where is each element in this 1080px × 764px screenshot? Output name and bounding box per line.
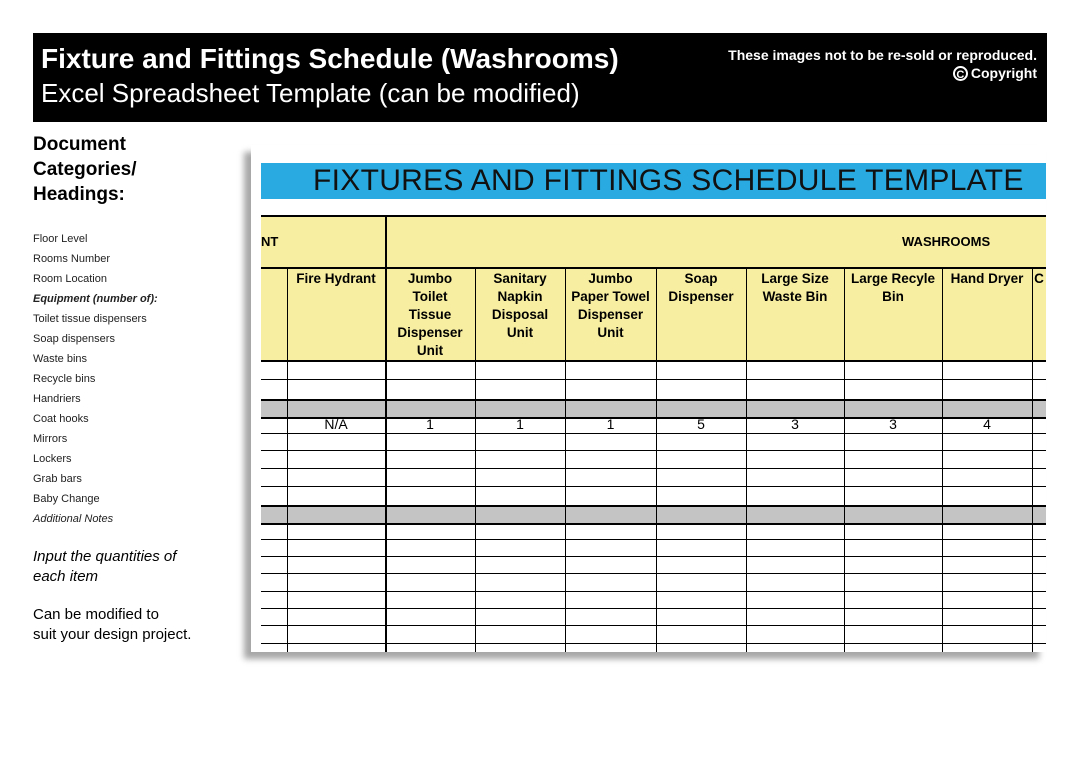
column-header (565, 270, 656, 342)
grid-line (261, 468, 1046, 469)
grid-line (261, 556, 1046, 557)
group-header-washrooms: WASHROOMS (902, 234, 991, 249)
list-item: Rooms Number (33, 253, 111, 265)
column-header (1032, 270, 1046, 288)
grid-line (261, 433, 1046, 434)
column-header (656, 270, 746, 306)
column-header-line: Soap (684, 271, 718, 286)
grid-line (261, 215, 1046, 217)
column-header-line: Sanitary (493, 271, 547, 286)
sidebar-heading-line: Document (33, 134, 126, 155)
sidebar-heading-line: Categories/ (33, 159, 137, 180)
list-item: Baby Change (33, 493, 100, 505)
column-header-line: Bin (882, 289, 904, 304)
grid-line (261, 608, 1046, 609)
column-header (746, 270, 844, 306)
note-line: suit your design project. (33, 626, 192, 643)
schedule-table (261, 215, 1046, 652)
cell-value: 1 (516, 416, 524, 432)
copyright-text: Copyright (970, 65, 1037, 81)
list-item: Handriers (33, 393, 81, 405)
column-header (942, 270, 1032, 288)
grid-line (261, 486, 1046, 487)
column-header (385, 270, 475, 360)
grid-line (261, 267, 1046, 269)
column-header-line: Dispenser (577, 307, 644, 322)
column-header-line: Waste Bin (762, 289, 828, 304)
grid-line (261, 539, 1046, 540)
copyright-icon: C (953, 66, 968, 81)
cell-value: 1 (426, 416, 434, 432)
copyright-notice (728, 46, 1037, 82)
group-header-left: NT (261, 234, 279, 249)
page-title: Fixture and Fittings Schedule (Washrooms) (41, 43, 619, 74)
column-header-line: Unit (416, 343, 444, 358)
list-item: Mirrors (33, 433, 68, 445)
column-header (475, 270, 565, 342)
note-line: each item (33, 568, 99, 585)
list-item: Lockers (33, 453, 72, 465)
grid-line (261, 360, 1046, 362)
column-header-line: Fire Hydrant (296, 271, 376, 286)
column-header-line: Dispenser (397, 325, 463, 340)
category-list (33, 229, 238, 529)
sheet-title: FIXTURES AND FITTINGS SCHEDULE TEMPLATE (261, 163, 1046, 199)
grid-line (656, 267, 657, 652)
list-item: Grab bars (33, 473, 82, 485)
sidebar-note-modify (33, 605, 238, 645)
notice-text: These images not to be re-sold or reproduced. (728, 47, 1037, 63)
column-header-line: Jumbo (588, 271, 633, 286)
sidebar-heading (33, 132, 238, 207)
column-header-line: Paper Towel (571, 289, 650, 304)
column-header-line: Napkin (497, 289, 543, 304)
sidebar (33, 132, 238, 645)
page-subtitle: Excel Spreadsheet Template (can be modified) (41, 78, 580, 108)
grid-line (261, 505, 1046, 507)
cell-value: 4 (983, 416, 991, 432)
grid-line (261, 643, 1046, 644)
column-header (287, 270, 385, 288)
column-header-line: Large Recyle (850, 271, 936, 286)
column-header-line: Dispenser (668, 289, 734, 304)
grid-line (1032, 267, 1033, 652)
list-item: Floor Level (33, 233, 88, 245)
list-item: Waste bins (33, 353, 88, 365)
cell-value: N/A (324, 416, 348, 432)
grid-line (261, 573, 1046, 574)
column-header-line: Disposal (491, 307, 549, 322)
grid-line (261, 450, 1046, 451)
grid-line (261, 379, 1046, 380)
grid-line (261, 625, 1046, 626)
note-line: Can be modified to (33, 606, 159, 623)
cell-value: 5 (697, 416, 705, 432)
header-banner (33, 33, 1047, 122)
list-item: Toilet tissue dispensers (33, 313, 147, 325)
column-header-line: Unit (597, 325, 624, 340)
column-header-line: C (1034, 271, 1044, 286)
grid-line (261, 399, 1046, 401)
list-item: Equipment (number of): (33, 293, 158, 305)
column-header-line: Jumbo (407, 271, 453, 286)
spreadsheet-preview (251, 145, 1046, 652)
grid-line (942, 267, 943, 652)
column-header (844, 270, 942, 306)
list-item: Additional Notes (33, 513, 114, 525)
section-divider (261, 505, 1046, 523)
sidebar-heading-line: Headings: (33, 184, 125, 205)
list-item: Recycle bins (33, 373, 96, 385)
list-item: Room Location (33, 273, 107, 285)
grid-line (261, 523, 1046, 525)
grid-line (844, 267, 845, 652)
list-item: Coat hooks (33, 413, 89, 425)
sidebar-note-quantities (33, 547, 238, 587)
note-line: Input the quantities of (33, 548, 177, 565)
column-header-line: Toilet (412, 289, 448, 304)
column-header-line: Unit (506, 325, 534, 340)
cell-value: 3 (889, 416, 897, 432)
grid-line (746, 267, 747, 652)
list-item: Soap dispensers (33, 333, 115, 345)
grid-line (261, 591, 1046, 592)
cell-value: 1 (606, 416, 615, 432)
grid-line (287, 267, 288, 652)
column-header-line: Large Size (761, 271, 829, 286)
cell-value: 3 (791, 416, 799, 432)
column-header-line: Hand Dryer (950, 271, 1024, 286)
column-header-line: Tissue (408, 307, 452, 322)
